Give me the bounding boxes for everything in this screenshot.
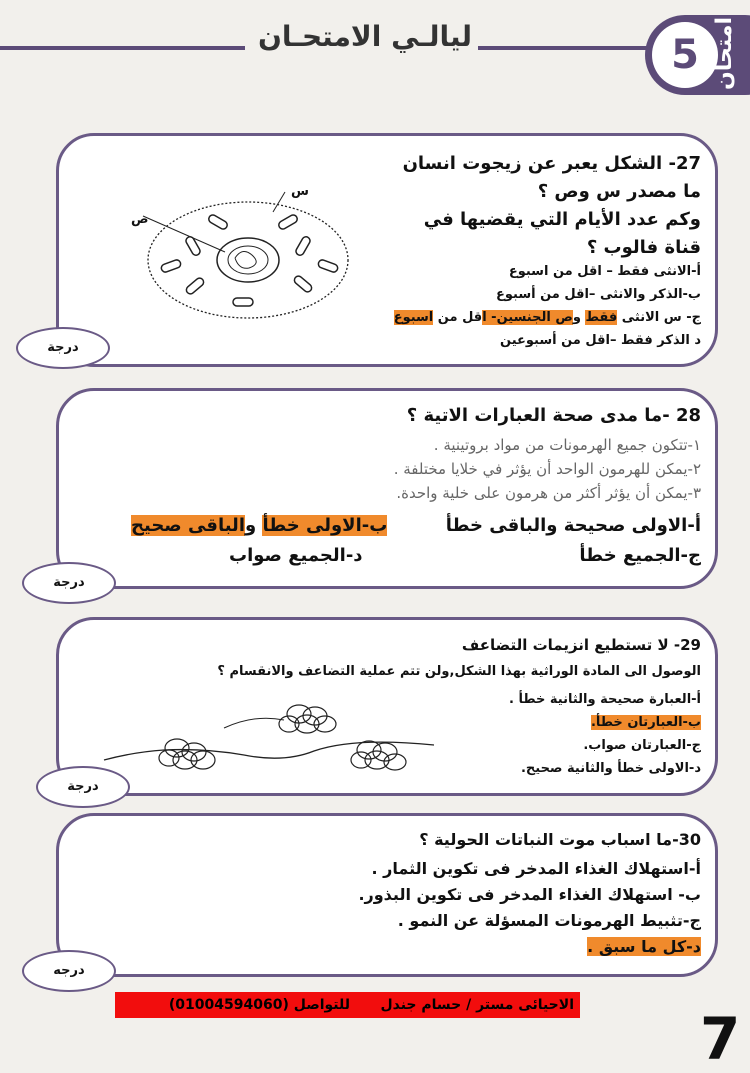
exam-label: امتحان [712, 16, 737, 90]
q28-option-b-highlight-2: الباقى صحيح [131, 515, 245, 536]
question-27-line-3: وكم عدد الأيام التي يقضيها في [423, 209, 701, 230]
option-c-highlight-3: اسبوع [393, 310, 434, 325]
grade-oval-30: درجه [22, 950, 116, 992]
statement-3: ٣-يمكن أن يؤثر أكثر من هرمون على خلية واحدة. [396, 484, 701, 502]
header-line-right [478, 46, 653, 50]
q30-option-b[interactable]: ب- استهلاك الغذاء المدخر فى تكوين البذور. [358, 885, 701, 904]
question-29-line-2: الوصول الى المادة الوراثية بهذا الشكل,ولن تتم عملية التضاعف والانقسام ؟ [217, 664, 701, 679]
grade-oval-27: درجة [16, 327, 110, 369]
q29-option-b-highlight: ب-العبارتان خطأ. [590, 715, 701, 730]
question-28-statements [394, 433, 701, 505]
exam-number: 5 [671, 32, 699, 78]
question-28-title: 28 -ما مدى صحة العبارات الاتية ؟ [406, 405, 701, 426]
footer-contact-bar [115, 992, 580, 1018]
footer-author: الاحيائى مستر / حسام جندل [380, 997, 574, 1013]
q28-option-b[interactable] [131, 515, 387, 536]
option-d[interactable]: د الذكر فقط –اقل من أسبوعين [500, 333, 701, 348]
page-title: ليالـي الامتحـان [258, 20, 472, 53]
footer-contact: للتواصل (01004594060) [168, 997, 350, 1013]
question-30-title: 30-ما اسباب موت النباتات الحولية ؟ [419, 830, 701, 849]
chromatin-diagram [99, 700, 439, 780]
statement-2: ٢-يمكن للهرمون الواحد أن يؤثر في خلايا مختلفة . [393, 460, 701, 478]
option-c[interactable] [394, 306, 701, 329]
statement-1: ١-تتكون جميع الهرمونات من مواد بروتينية . [433, 436, 701, 454]
q30-option-d-highlight: د-كل ما سبق . [587, 937, 701, 956]
question-30-card [56, 813, 718, 977]
option-b[interactable]: ب-الذكر والانثى –اقل من أسبوع [495, 287, 701, 302]
question-29-card [56, 617, 718, 796]
grade-oval-29: درجة [36, 766, 130, 808]
zygote-diagram [113, 180, 373, 320]
question-29-options [509, 688, 701, 780]
question-27-line-4: قناة فالوب ؟ [586, 237, 701, 258]
question-27-card [56, 133, 718, 367]
q29-option-a[interactable]: أ-العبارة صحيحة والثانية خطأ . [509, 692, 701, 707]
option-c-highlight-1: فقط [585, 310, 618, 325]
option-c-highlight-2: ص الجنسين- ا [482, 310, 573, 325]
q29-option-b[interactable] [509, 711, 701, 734]
q29-option-d[interactable]: د-الاولى خطأ والثانية صحيح. [520, 761, 701, 776]
option-c-part-3: قل من [433, 310, 483, 325]
header-line-left [0, 46, 245, 50]
option-c-part-1: ج- س الانثى [617, 310, 701, 325]
diagram-label-s: س [291, 184, 309, 199]
question-27-line-1: 27- الشكل يعبر عن زيجوت انسان [402, 153, 701, 174]
q28-option-d[interactable]: د-الجميع صواب [229, 545, 363, 566]
grade-oval-28: درجة [22, 562, 116, 604]
option-a[interactable]: أ-الانثى فقط – اقل من اسبوع [508, 264, 701, 279]
q28-option-b-highlight-1: ب-الاولى خطأ [262, 515, 388, 536]
question-27-line-2: ما مصدر س وص ؟ [537, 181, 701, 202]
q30-option-d[interactable] [358, 934, 701, 960]
q28-option-a[interactable]: أ-الاولى صحيحة والباقى خطأ [445, 515, 701, 536]
q28-option-c[interactable]: ج-الجميع خطأ [579, 545, 701, 566]
diagram-label-sad: ص [131, 212, 149, 227]
option-c-part-2: و [572, 310, 586, 325]
page-number: 7 [700, 1005, 741, 1073]
q29-option-c[interactable]: ج-العبارتان صواب. [583, 738, 701, 753]
q28-option-b-part: و [245, 515, 263, 536]
question-27-options [394, 260, 701, 352]
question-28-card [56, 388, 718, 589]
question-29-title: 29- لا تستطيع انزيمات التضاعف [461, 636, 701, 654]
q30-option-a[interactable]: أ-استهلاك الغذاء المدخر فى تكوين الثمار . [371, 859, 701, 878]
q30-option-c[interactable]: ج-تثبيط الهرمونات المسؤلة عن النمو . [397, 911, 701, 930]
question-30-options [358, 856, 701, 960]
question-27-text [403, 150, 701, 262]
